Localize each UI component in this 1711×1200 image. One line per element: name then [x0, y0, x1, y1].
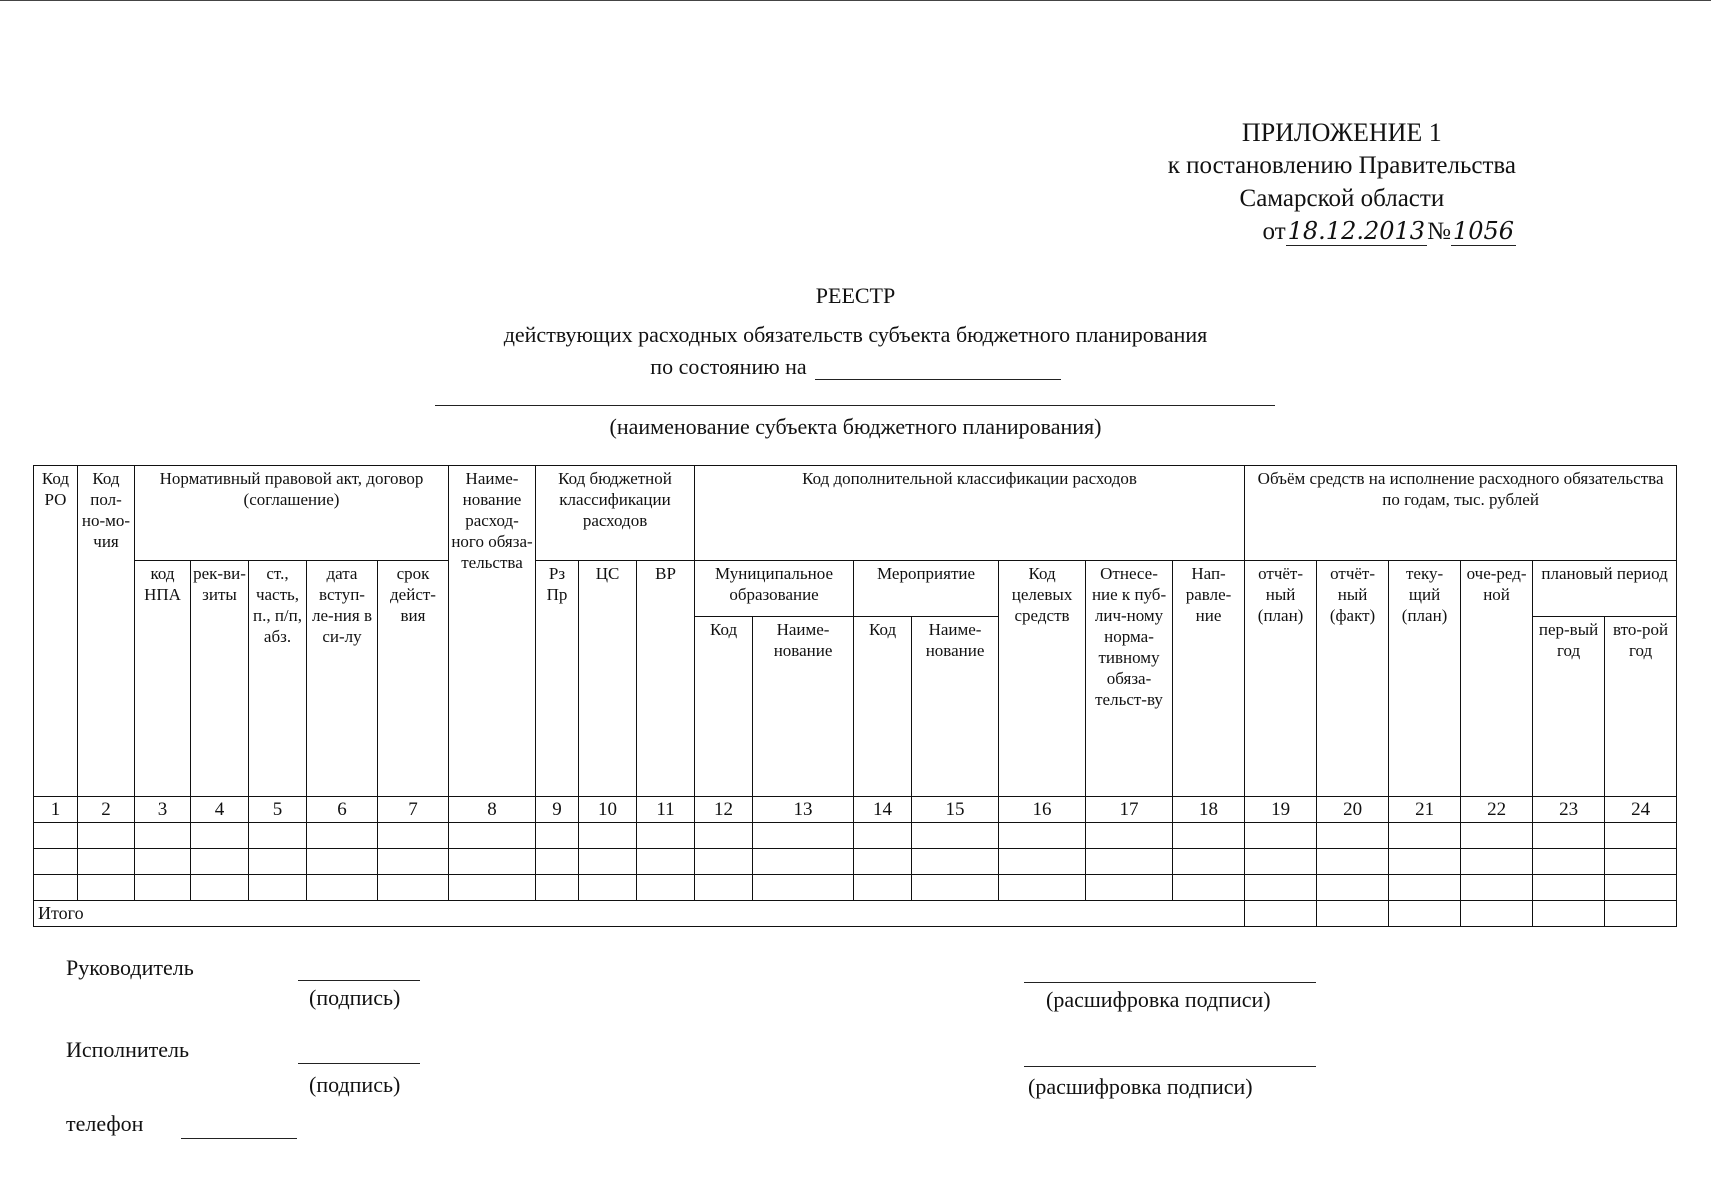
phone-field[interactable]	[181, 1138, 297, 1139]
as-of-date-field[interactable]	[815, 357, 1061, 380]
executor-decode-field[interactable]	[1024, 1066, 1316, 1067]
table-cell[interactable]	[854, 823, 912, 849]
column-number: 11	[637, 797, 695, 823]
column-numbers-row	[34, 797, 1677, 823]
column-number: 8	[449, 797, 536, 823]
table-cell[interactable]	[191, 849, 249, 875]
appendix-title: ПРИЛОЖЕНИЕ 1	[1241, 118, 1442, 147]
table-cell[interactable]	[854, 849, 912, 875]
table-cell[interactable]	[191, 823, 249, 849]
header-mo-kod: Код	[695, 617, 753, 797]
executor-signature-caption: (подпись)	[309, 1072, 401, 1097]
table-cell[interactable]	[249, 823, 307, 849]
total-cell[interactable]	[1533, 901, 1605, 927]
table-cell[interactable]	[637, 849, 695, 875]
table-cell[interactable]	[637, 875, 695, 901]
table-cell[interactable]	[999, 875, 1086, 901]
appendix-line3: Самарской области	[1239, 185, 1445, 212]
column-number: 17	[1086, 797, 1173, 823]
table-cell[interactable]	[912, 823, 999, 849]
table-cell[interactable]	[1461, 823, 1533, 849]
head-signature-caption: (подпись)	[309, 985, 401, 1010]
table-cell[interactable]	[579, 823, 637, 849]
table-cell[interactable]	[854, 875, 912, 901]
column-number: 6	[307, 797, 378, 823]
header-rzpr: Рз Пр	[536, 561, 579, 797]
head-label: Руководитель	[66, 955, 194, 980]
header-kod-npa: код НПА	[135, 561, 191, 797]
total-cell[interactable]	[1389, 901, 1461, 927]
total-cell[interactable]	[1605, 901, 1677, 927]
header-obem: Объём средств на исполнение расходного обязательства по годам, тыс. рублей	[1245, 466, 1677, 561]
table-cell[interactable]	[536, 875, 579, 901]
table-cell[interactable]	[135, 875, 191, 901]
total-label: Итого	[34, 901, 1245, 927]
table-cell[interactable]	[1461, 849, 1533, 875]
header-tekushiy: теку-щий (план)	[1389, 561, 1461, 797]
table-cell[interactable]	[1389, 849, 1461, 875]
column-number: 12	[695, 797, 753, 823]
column-number: 13	[753, 797, 854, 823]
column-number: 21	[1389, 797, 1461, 823]
table-row[interactable]	[34, 823, 1677, 849]
table-cell[interactable]	[1245, 875, 1317, 901]
table-cell[interactable]	[1605, 849, 1677, 875]
top-border-line	[0, 0, 1711, 1]
subject-name-field[interactable]	[435, 405, 1275, 406]
header-naim-ro: Наиме-нование расход-ного обяза-тельства	[449, 466, 536, 797]
from-label: от	[1262, 218, 1286, 245]
table-cell[interactable]	[1533, 875, 1605, 901]
as-of-line	[0, 354, 1711, 380]
table-cell[interactable]	[753, 823, 854, 849]
table-cell[interactable]	[78, 849, 135, 875]
table-cell[interactable]	[912, 849, 999, 875]
total-cell[interactable]	[1317, 901, 1389, 927]
table-cell[interactable]	[378, 823, 449, 849]
head-signature-field[interactable]	[298, 980, 420, 981]
table-cell[interactable]	[34, 875, 78, 901]
header-dop-class: Код дополнительной классификации расходов	[695, 466, 1245, 561]
head-decode-field[interactable]	[1024, 982, 1316, 983]
table-cell[interactable]	[1173, 875, 1245, 901]
table-cell[interactable]	[912, 875, 999, 901]
table-cell[interactable]	[378, 849, 449, 875]
table-cell[interactable]	[135, 849, 191, 875]
table-cell[interactable]	[78, 875, 135, 901]
registry-table	[33, 465, 1677, 927]
table-cell[interactable]	[1173, 849, 1245, 875]
table-cell[interactable]	[999, 823, 1086, 849]
header-otch-plan: отчёт-ный (план)	[1245, 561, 1317, 797]
table-cell[interactable]	[1245, 823, 1317, 849]
header-perviy-god: пер-вый год	[1533, 617, 1605, 797]
table-cell[interactable]	[579, 849, 637, 875]
column-number: 14	[854, 797, 912, 823]
column-number: 24	[1605, 797, 1677, 823]
table-cell[interactable]	[249, 849, 307, 875]
table-cell[interactable]	[449, 823, 536, 849]
header-meropriyatie: Мероприятие	[854, 561, 999, 617]
table-cell[interactable]	[1245, 849, 1317, 875]
column-number: 22	[1461, 797, 1533, 823]
column-number: 19	[1245, 797, 1317, 823]
appendix-line2: к постановлению Правительства	[1167, 152, 1516, 179]
table-cell[interactable]	[1317, 875, 1389, 901]
table-cell[interactable]	[999, 849, 1086, 875]
table-cell[interactable]	[695, 849, 753, 875]
column-number: 4	[191, 797, 249, 823]
header-npa: Нормативный правовой акт, договор (соглашение)	[135, 466, 449, 561]
table-cell[interactable]	[249, 875, 307, 901]
table-cell[interactable]	[1533, 849, 1605, 875]
number-label: №	[1427, 218, 1451, 245]
table-cell[interactable]	[78, 823, 135, 849]
table-row[interactable]	[34, 849, 1677, 875]
table-cell[interactable]	[1086, 849, 1173, 875]
table-cell[interactable]	[637, 823, 695, 849]
table-cell[interactable]	[1461, 875, 1533, 901]
column-number: 3	[135, 797, 191, 823]
executor-signature-field[interactable]	[298, 1063, 420, 1064]
table-cell[interactable]	[695, 823, 753, 849]
total-row	[34, 901, 1677, 927]
table-cell[interactable]	[753, 849, 854, 875]
table-cell[interactable]	[191, 875, 249, 901]
executor-decode-caption: (расшифровка подписи)	[1028, 1074, 1253, 1099]
header-srok: срок дейст-вия	[378, 561, 449, 797]
column-number: 23	[1533, 797, 1605, 823]
table-cell[interactable]	[449, 849, 536, 875]
table-cell[interactable]	[1389, 823, 1461, 849]
header-kod-cel-sredstv: Код целевых средств	[999, 561, 1086, 797]
header-mun-obr: Муниципальное образование	[695, 561, 854, 617]
handwritten-number: 1056	[1452, 217, 1514, 245]
table-cell[interactable]	[307, 875, 378, 901]
table-cell[interactable]	[135, 823, 191, 849]
table-cell[interactable]	[1173, 823, 1245, 849]
header-rekvizity: рек-ви-зиты	[191, 561, 249, 797]
executor-label: Исполнитель	[66, 1037, 190, 1062]
appendix-header	[1168, 116, 1516, 248]
header-ocherednoy: оче-ред-ной	[1461, 561, 1533, 797]
header-planoviy-period: плановый период	[1533, 561, 1677, 617]
table-cell[interactable]	[1389, 875, 1461, 901]
column-number: 5	[249, 797, 307, 823]
table-cell[interactable]	[1605, 875, 1677, 901]
table-cell[interactable]	[378, 875, 449, 901]
table-cell[interactable]	[1086, 875, 1173, 901]
column-number: 1	[34, 797, 78, 823]
header-kbk: Код бюджетной классификации расходов	[536, 466, 695, 561]
table-cell[interactable]	[1086, 823, 1173, 849]
table-cell[interactable]	[449, 875, 536, 901]
column-number: 10	[579, 797, 637, 823]
header-otnesenie: Отнесе-ние к пуб-лич-ному норма-тивному обяза-тельст-ву	[1086, 561, 1173, 797]
header-kod-ro: Код РО	[34, 466, 78, 797]
as-of-label: по состоянию на	[650, 354, 807, 379]
table-cell[interactable]	[579, 875, 637, 901]
table-cell[interactable]	[536, 823, 579, 849]
table-cell[interactable]	[1605, 823, 1677, 849]
table-cell[interactable]	[1317, 849, 1389, 875]
document-subtitle: действующих расходных обязательств субъекта бюджетного планирования	[503, 322, 1208, 347]
header-mo-naim: Наиме-нование	[753, 617, 854, 797]
header-napravlenie: Нап-равле-ние	[1173, 561, 1245, 797]
table-cell[interactable]	[34, 823, 78, 849]
table-cell[interactable]	[753, 875, 854, 901]
column-number: 16	[999, 797, 1086, 823]
column-number: 18	[1173, 797, 1245, 823]
header-vr: ВР	[637, 561, 695, 797]
header-data-vstupleniya: дата вступ-ле-ния в си-лу	[307, 561, 378, 797]
total-cell[interactable]	[1245, 901, 1317, 927]
header-vtoroy-god: вто-рой год	[1605, 617, 1677, 797]
head-decode-caption: (расшифровка подписи)	[1046, 987, 1271, 1012]
header-otch-fakt: отчёт-ный (факт)	[1317, 561, 1389, 797]
column-number: 2	[78, 797, 135, 823]
column-number: 7	[378, 797, 449, 823]
column-number: 15	[912, 797, 999, 823]
document-title: РЕЕСТР	[815, 283, 896, 308]
header-st-chast: ст., часть, п., п/п, абз.	[249, 561, 307, 797]
phone-label: телефон	[66, 1111, 144, 1136]
table-cell[interactable]	[536, 849, 579, 875]
subject-caption: (наименование субъекта бюджетного планирования)	[609, 414, 1102, 439]
table-cell[interactable]	[695, 875, 753, 901]
column-number: 9	[536, 797, 579, 823]
header-kod-polnomochiya: Код пол-но-мо-чия	[78, 466, 135, 797]
column-number: 20	[1317, 797, 1389, 823]
table-row[interactable]	[34, 875, 1677, 901]
table-cell[interactable]	[307, 823, 378, 849]
table-cell[interactable]	[307, 849, 378, 875]
header-mer-naim: Наиме-нование	[912, 617, 999, 797]
table-cell[interactable]	[1533, 823, 1605, 849]
appendix-date-line	[1168, 215, 1516, 248]
handwritten-date: 18.12.2013	[1287, 217, 1426, 245]
header-mer-kod: Код	[854, 617, 912, 797]
header-cs: ЦС	[579, 561, 637, 797]
table-cell[interactable]	[34, 849, 78, 875]
total-cell[interactable]	[1461, 901, 1533, 927]
table-cell[interactable]	[1317, 823, 1389, 849]
